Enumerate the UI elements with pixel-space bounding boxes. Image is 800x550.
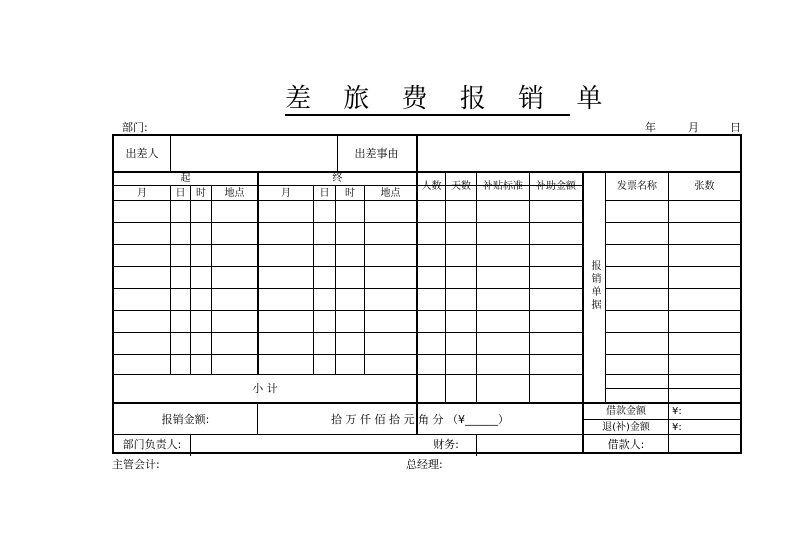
subsidy-standard-header: 补贴标准 (483, 181, 523, 192)
people-header: 人数 (421, 181, 442, 192)
reimburse-amount-label: 报销金额: (161, 412, 210, 426)
dept-head-label: 部门负责人: (122, 438, 182, 451)
borrower-label: 借款人: (607, 438, 645, 451)
loan-amount-label: 借款金额 (606, 406, 646, 417)
invoice-name-header: 发票名称 (617, 181, 657, 192)
finance-label: 财务: (433, 438, 459, 451)
refund-amount-label: 退(补)金额 (602, 421, 650, 433)
supervisor-accountant-label: 主管会计: (112, 458, 160, 471)
general-manager-label: 总经理: (406, 458, 443, 471)
reason-field[interactable] (418, 136, 740, 171)
day-label: 日 (730, 121, 741, 134)
start-hour-header: 时 (196, 187, 206, 199)
end-month-header: 月 (281, 187, 291, 199)
amount-in-words[interactable]: 拾 万 仟 佰 拾 元 角 分 （¥______） (331, 412, 509, 426)
year-label: 年 (645, 121, 656, 134)
refund-amount-yen[interactable]: ¥: (672, 421, 682, 433)
page-title: 差 旅 费 报 销 单 (285, 84, 615, 114)
expense-form-table (112, 134, 742, 454)
traveler-label: 出差人 (125, 147, 159, 160)
loan-amount-yen[interactable]: ¥: (672, 406, 682, 417)
dept-label: 部门: (122, 121, 148, 134)
end-day-header: 日 (319, 187, 330, 199)
start-place-header: 地点 (224, 187, 245, 199)
start-month-header: 月 (137, 187, 147, 199)
end-header: 终 (332, 173, 343, 184)
end-hour-header: 时 (345, 187, 355, 199)
subtotal-label: 小 计 (252, 382, 278, 395)
reason-label: 出差事由 (354, 147, 399, 160)
subsidy-amount-header: 补助金额 (536, 181, 576, 192)
start-day-header: 日 (175, 187, 186, 199)
days-header: 天数 (451, 181, 471, 192)
end-place-header: 地点 (380, 187, 401, 199)
traveler-field[interactable] (170, 136, 337, 171)
receipts-label: 报销单据 (589, 260, 600, 312)
month-label: 月 (688, 121, 699, 134)
start-header: 起 (180, 173, 191, 184)
sheets-header: 张数 (694, 181, 715, 192)
